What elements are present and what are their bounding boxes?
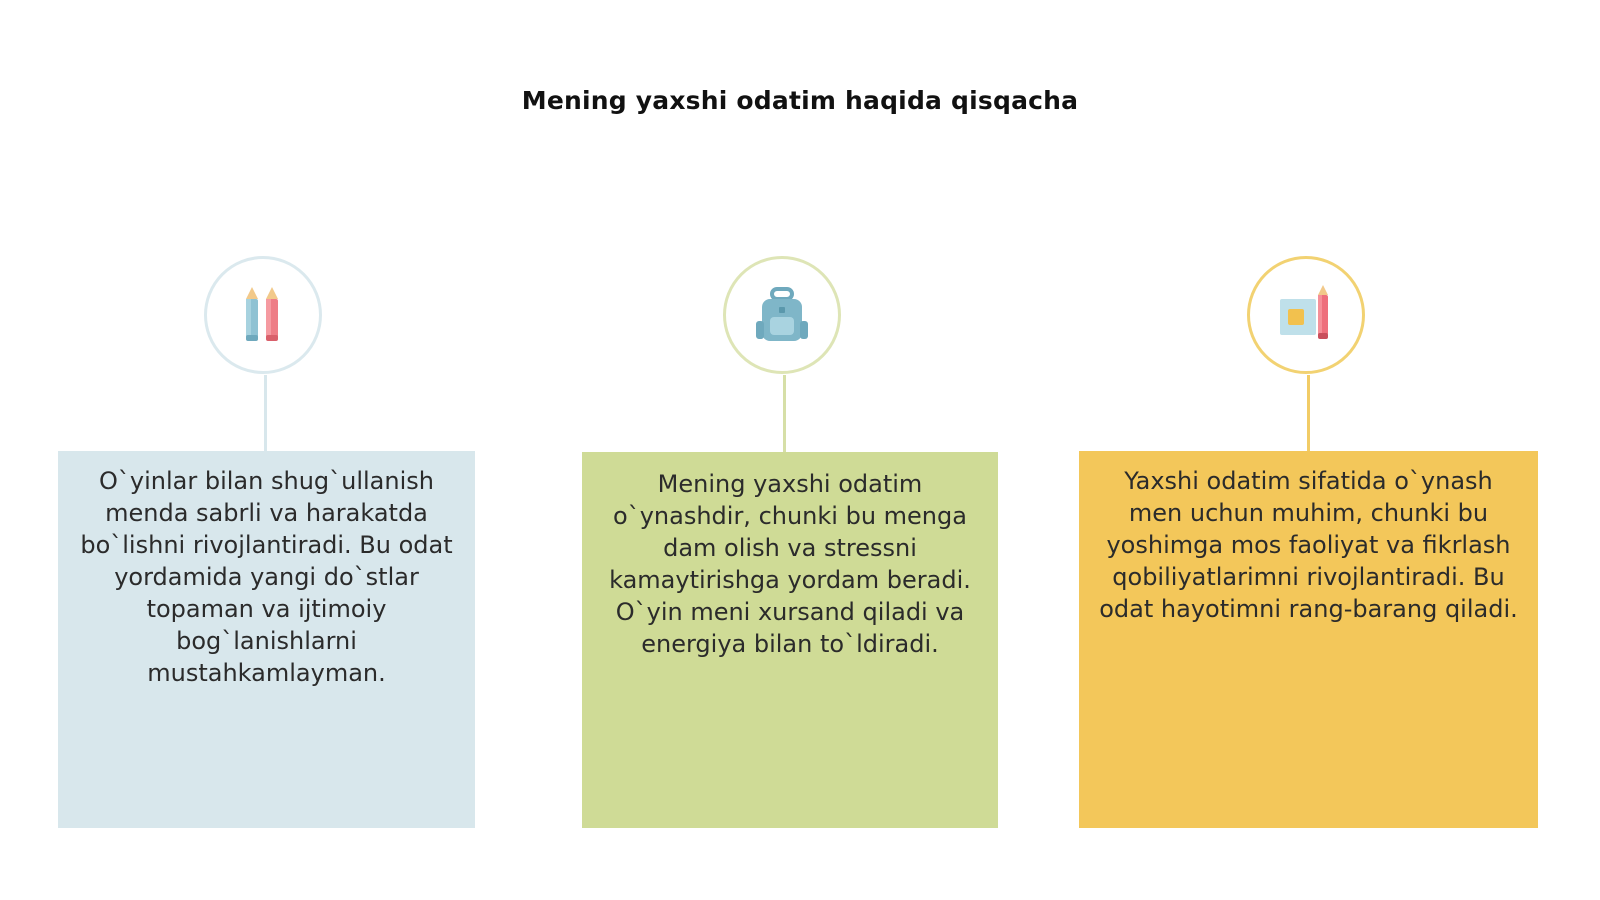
icon-circle-1 (204, 256, 322, 374)
slide-title: Mening yaxshi odatim haqida qisqacha (521, 86, 1079, 115)
connector-line-2 (783, 375, 786, 452)
connector-line-1 (264, 375, 267, 451)
habit-card-3: Yaxshi odatim sifatida o`ynash men uchun muhim, chunki bu yoshimga mos faoliyat va fikrlash qobiliyatlarimni rivojlantiradi. Bu odat hayotimni rang-barang qiladi. (1079, 451, 1538, 828)
icon-circle-2 (723, 256, 841, 374)
habit-card-2: Mening yaxshi odatim o`ynashdir, chunki bu menga dam olish va stressni kamaytirishga yordam beradi. O`yin meni xursand qiladi va energiya bilan to`ldiradi. (582, 452, 998, 828)
icon-circle-3 (1247, 256, 1365, 374)
connector-line-3 (1307, 375, 1310, 451)
pencils-icon (235, 283, 291, 347)
backpack-icon (750, 283, 814, 347)
habit-card-1: O`yinlar bilan shug`ullanish menda sabrli va harakatda bo`lishni rivojlantiradi. Bu odat yordamida yangi do`stlar topaman va ijtimoiy bog`lanishlarni mustahkamlayman. (58, 451, 475, 828)
notebook-pencil-icon (1274, 283, 1338, 347)
